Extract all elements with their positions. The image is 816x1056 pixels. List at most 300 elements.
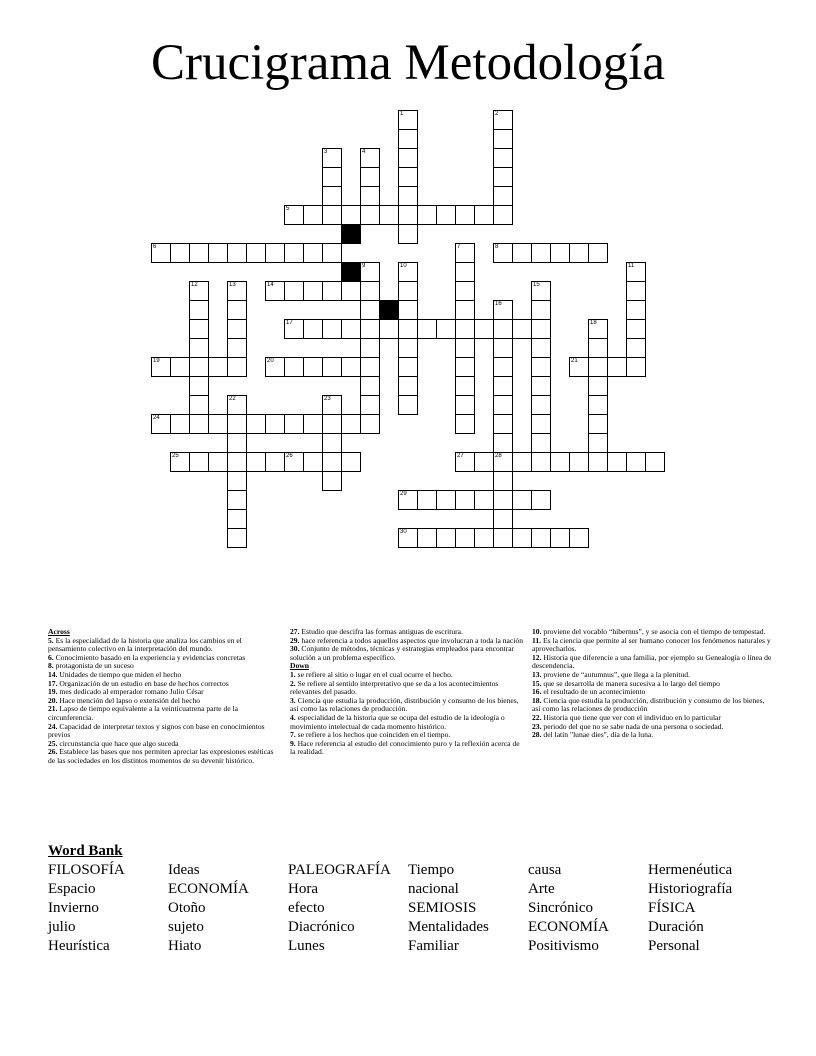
word-bank-item: Ideas <box>168 862 200 878</box>
grid-cell[interactable] <box>189 300 209 320</box>
grid-cell[interactable] <box>322 167 342 187</box>
grid-cell[interactable] <box>493 110 513 130</box>
grid-cell[interactable] <box>493 148 513 168</box>
grid-cell[interactable] <box>455 205 475 225</box>
grid-cell[interactable] <box>265 414 285 434</box>
grid-cell[interactable] <box>398 281 418 301</box>
word-bank-item: Positivismo <box>528 938 599 954</box>
grid-cell[interactable] <box>208 357 228 377</box>
grid-cell[interactable] <box>208 414 228 434</box>
grid-cell[interactable] <box>398 129 418 149</box>
clue-number: 16 <box>495 301 502 307</box>
clue-across-8: 8. protagonista de un suceso <box>48 661 134 671</box>
grid-cell[interactable] <box>588 452 608 472</box>
grid-cell[interactable] <box>246 414 266 434</box>
grid-cell[interactable] <box>303 414 323 434</box>
block-cell <box>341 262 361 282</box>
grid-cell[interactable] <box>588 433 608 453</box>
grid-cell[interactable] <box>151 414 171 434</box>
grid-cell[interactable] <box>322 186 342 206</box>
grid-cell[interactable] <box>531 243 551 263</box>
grid-cell[interactable] <box>360 262 380 282</box>
grid-cell[interactable] <box>417 528 437 548</box>
grid-cell[interactable] <box>189 319 209 339</box>
grid-cell[interactable] <box>550 243 570 263</box>
grid-cell[interactable] <box>569 452 589 472</box>
clue-down-28: 28. del latín "lunae dies", día de la luna. <box>532 730 654 740</box>
clue-across-25: 25. circunstancia que hace que algo suceda <box>48 738 179 748</box>
grid-cell[interactable] <box>588 319 608 339</box>
grid-cell[interactable] <box>246 452 266 472</box>
grid-cell[interactable] <box>493 243 513 263</box>
grid-cell[interactable] <box>569 528 589 548</box>
grid-cell[interactable] <box>284 414 304 434</box>
word-bank <box>48 861 778 956</box>
grid-cell[interactable] <box>360 357 380 377</box>
grid-cell[interactable] <box>436 528 456 548</box>
word-bank-item: nacional <box>408 881 459 897</box>
grid-cell[interactable] <box>189 414 209 434</box>
clue-number: 15 <box>533 282 540 288</box>
grid-cell[interactable] <box>227 300 247 320</box>
grid-cell[interactable] <box>588 243 608 263</box>
grid-cell[interactable] <box>398 186 418 206</box>
grid-cell[interactable] <box>588 376 608 396</box>
grid-cell[interactable] <box>493 509 513 529</box>
grid-cell[interactable] <box>303 452 323 472</box>
grid-cell[interactable] <box>493 395 513 415</box>
block-cell <box>379 300 399 320</box>
grid-cell[interactable] <box>322 452 342 472</box>
clue-number: 13 <box>229 282 236 288</box>
grid-cell[interactable] <box>170 452 190 472</box>
grid-cell[interactable] <box>398 300 418 320</box>
clue-number: 21 <box>571 358 578 364</box>
grid-cell[interactable] <box>455 395 475 415</box>
word-bank-item: PALEOGRAFÍA <box>288 862 391 878</box>
grid-cell[interactable] <box>398 167 418 187</box>
word-bank-item: SEMIOSIS <box>408 900 477 916</box>
grid-cell[interactable] <box>265 281 285 301</box>
across-clues-part-1 <box>48 637 276 766</box>
clue-across-21: 21. Lapso de tiempo equivalente a la veinticuatrena parte de la circunferencia. <box>48 704 238 722</box>
clue-across-6: 6. Conocimiento basado en la experiencia y evidencias concretas <box>48 652 246 662</box>
word-bank-item: Arte <box>528 881 555 897</box>
clue-across-24: 24. Capacidad de interpretar textos y signos con base en conocimientos previos <box>48 721 265 740</box>
word-bank-item: Historiografía <box>648 881 733 897</box>
grid-cell[interactable] <box>398 490 418 510</box>
grid-cell[interactable] <box>436 205 456 225</box>
grid-cell[interactable] <box>626 338 646 358</box>
grid-cell[interactable] <box>512 490 532 510</box>
grid-cell[interactable] <box>360 338 380 358</box>
clue-number: 18 <box>590 320 597 326</box>
grid-cell[interactable] <box>417 490 437 510</box>
clue-number: 24 <box>153 415 160 421</box>
grid-cell[interactable] <box>151 357 171 377</box>
grid-cell[interactable] <box>246 243 266 263</box>
grid-cell[interactable] <box>322 395 342 415</box>
grid-cell[interactable] <box>550 452 570 472</box>
clue-across-30: 30. Conjunto de métodos, técnicas y estrategias empleados para encontrar solución a un problema específico. <box>290 644 515 662</box>
clue-number: 12 <box>191 282 198 288</box>
grid-cell[interactable] <box>588 414 608 434</box>
grid-cell[interactable] <box>322 471 342 491</box>
grid-cell[interactable] <box>569 357 589 377</box>
grid-cell[interactable] <box>265 243 285 263</box>
grid-cell[interactable] <box>493 357 513 377</box>
grid-cell[interactable] <box>512 452 532 472</box>
grid-cell[interactable] <box>531 376 551 396</box>
grid-cell[interactable] <box>303 205 323 225</box>
clue-number: 5 <box>286 206 290 212</box>
grid-cell[interactable] <box>265 357 285 377</box>
grid-cell[interactable] <box>455 376 475 396</box>
grid-cell[interactable] <box>455 243 475 263</box>
word-bank-item: Familiar <box>408 938 459 954</box>
grid-cell[interactable] <box>550 528 570 548</box>
clue-down-12: 12. Historia que diferencie a una familia, por ejemplo su Genealogía o línea de descendencia. <box>532 652 772 671</box>
block-cell <box>341 224 361 244</box>
clue-across-5: 5. Es la especialidad de la historia que analiza los cambios en el pensamiento colectivo en la interpretación del mundo. <box>48 635 242 654</box>
grid-cell[interactable] <box>398 319 418 339</box>
clues-column-2 <box>290 628 524 757</box>
grid-cell[interactable] <box>284 452 304 472</box>
grid-cell[interactable] <box>493 186 513 206</box>
grid-cell[interactable] <box>531 300 551 320</box>
grid-cell[interactable] <box>493 414 513 434</box>
grid-cell[interactable] <box>284 205 304 225</box>
grid-cell[interactable] <box>531 528 551 548</box>
grid-cell[interactable] <box>322 357 342 377</box>
grid-cell[interactable] <box>360 300 380 320</box>
grid-cell[interactable] <box>493 471 513 491</box>
grid-cell[interactable] <box>512 319 532 339</box>
clue-down-11: 11. Es la ciencia que permite al ser humano conocer los fenómenos naturales y aprovecharlos. <box>532 635 771 654</box>
grid-cell[interactable] <box>208 243 228 263</box>
clue-down-15: 15. que se desarrolla de manera sucesiva a lo largo del tiempo <box>532 678 720 688</box>
grid-cell[interactable] <box>322 243 342 263</box>
grid-cell[interactable] <box>227 471 247 491</box>
word-bank-item: Heurística <box>48 938 110 954</box>
grid-cell[interactable] <box>455 281 475 301</box>
word-bank-item: Espacio <box>48 881 96 897</box>
grid-cell[interactable] <box>588 357 608 377</box>
word-bank-item: Hora <box>288 881 318 897</box>
clue-number: 20 <box>267 358 274 364</box>
grid-cell[interactable] <box>227 528 247 548</box>
grid-cell[interactable] <box>189 243 209 263</box>
grid-cell[interactable] <box>379 319 399 339</box>
word-bank-item: FÍSICA <box>648 900 696 916</box>
grid-cell[interactable] <box>189 376 209 396</box>
grid-cell[interactable] <box>512 243 532 263</box>
grid-cell[interactable] <box>170 357 190 377</box>
grid-cell[interactable] <box>189 281 209 301</box>
clue-number: 22 <box>229 396 236 402</box>
grid-cell[interactable] <box>626 300 646 320</box>
grid-cell[interactable] <box>474 528 494 548</box>
clue-across-26: 26. Establece las bases que nos permiten apreciar las expresiones estéticas de las sociedades en los distintos momentos de su devenir histórico. <box>48 747 274 765</box>
grid-cell[interactable] <box>474 490 494 510</box>
clue-number: 25 <box>172 453 179 459</box>
grid-cell[interactable] <box>455 528 475 548</box>
grid-cell[interactable] <box>512 528 532 548</box>
across-heading: Across <box>48 627 70 636</box>
grid-cell[interactable] <box>303 357 323 377</box>
grid-cell[interactable] <box>398 148 418 168</box>
grid-cell[interactable] <box>531 490 551 510</box>
grid-cell[interactable] <box>455 490 475 510</box>
clue-across-29: 29. hace referencia a todos aquellos aspectos que involucran a toda la nación <box>290 635 524 645</box>
clue-number: 9 <box>362 263 366 269</box>
grid-cell[interactable] <box>227 414 247 434</box>
clue-across-19: 19. mes dedicado al emperador romano Julio César <box>48 687 204 697</box>
grid-cell[interactable] <box>284 243 304 263</box>
grid-cell[interactable] <box>341 319 361 339</box>
grid-cell[interactable] <box>493 528 513 548</box>
grid-cell[interactable] <box>626 452 646 472</box>
grid-cell[interactable] <box>284 319 304 339</box>
clue-number: 10 <box>400 263 407 269</box>
grid-cell[interactable] <box>531 319 551 339</box>
grid-cell[interactable] <box>322 433 342 453</box>
grid-cell[interactable] <box>341 281 361 301</box>
clue-number: 1 <box>400 111 404 117</box>
grid-cell[interactable] <box>151 243 171 263</box>
grid-cell[interactable] <box>455 357 475 377</box>
grid-cell[interactable] <box>341 452 361 472</box>
clue-down-7: 7. se refiere a los hechos que coinciden en el tiempo. <box>290 730 451 740</box>
grid-cell[interactable] <box>531 395 551 415</box>
clue-down-10: 10. proviene del vocablo “hibernus”, y se asocia con el tiempo de tempestad. <box>532 627 766 636</box>
grid-cell[interactable] <box>227 357 247 377</box>
grid-cell[interactable] <box>360 395 380 415</box>
grid-cell[interactable] <box>588 395 608 415</box>
grid-cell[interactable] <box>265 452 285 472</box>
clue-across-27: 27. Estudio que descifra las formas antiguas de escritura. <box>290 627 463 636</box>
grid-cell[interactable] <box>531 357 551 377</box>
grid-cell[interactable] <box>189 357 209 377</box>
word-bank-item: Mentalidades <box>408 919 489 935</box>
grid-cell[interactable] <box>398 376 418 396</box>
grid-cell[interactable] <box>170 414 190 434</box>
grid-cell[interactable] <box>227 281 247 301</box>
grid-cell[interactable] <box>360 186 380 206</box>
grid-cell[interactable] <box>436 319 456 339</box>
clue-number: 2 <box>495 111 499 117</box>
grid-cell[interactable] <box>455 414 475 434</box>
grid-cell[interactable] <box>626 319 646 339</box>
grid-cell[interactable] <box>493 319 513 339</box>
grid-cell[interactable] <box>341 205 361 225</box>
grid-cell[interactable] <box>531 414 551 434</box>
grid-cell[interactable] <box>398 205 418 225</box>
grid-cell[interactable] <box>341 414 361 434</box>
word-bank-item: ECONOMÍA <box>528 919 609 935</box>
grid-cell[interactable] <box>227 395 247 415</box>
grid-cell[interactable] <box>398 395 418 415</box>
clue-down-2: 2. Se refiere al sentido interpretativo que se da a los acontecimientos relevantes del pasado. <box>290 678 499 697</box>
word-bank-item: Sincrónico <box>528 900 593 916</box>
grid-cell[interactable] <box>360 281 380 301</box>
clue-number: 19 <box>153 358 160 364</box>
grid-cell[interactable] <box>360 376 380 396</box>
grid-cell[interactable] <box>379 205 399 225</box>
grid-cell[interactable] <box>303 281 323 301</box>
grid-cell[interactable] <box>474 319 494 339</box>
grid-cell[interactable] <box>417 205 437 225</box>
clue-number: 6 <box>153 244 157 250</box>
word-bank-item: Personal <box>648 938 700 954</box>
grid-cell[interactable] <box>398 262 418 282</box>
grid-cell[interactable] <box>531 338 551 358</box>
clue-number: 30 <box>400 529 407 535</box>
grid-cell[interactable] <box>398 224 418 244</box>
grid-cell[interactable] <box>626 262 646 282</box>
clue-number: 3 <box>324 149 328 155</box>
clues-column-1 <box>48 628 276 766</box>
word-bank-item: Duración <box>648 919 704 935</box>
word-bank-item: Hiato <box>168 938 202 954</box>
word-bank-item: ECONOMÍA <box>168 881 249 897</box>
word-bank-item: Hermenéutica <box>648 862 733 878</box>
clue-number: 14 <box>267 282 274 288</box>
clue-down-1: 1. se refiere al sitio o lugar en el cual ocurre el hecho. <box>290 669 453 679</box>
grid-cell[interactable] <box>588 338 608 358</box>
grid-cell[interactable] <box>455 452 475 472</box>
page-title: Crucigrama Metodología <box>150 35 666 91</box>
grid-cell[interactable] <box>360 414 380 434</box>
grid-cell[interactable] <box>303 319 323 339</box>
grid-cell[interactable] <box>189 338 209 358</box>
grid-cell[interactable] <box>531 281 551 301</box>
grid-cell[interactable] <box>227 452 247 472</box>
grid-cell[interactable] <box>436 490 456 510</box>
grid-cell[interactable] <box>322 319 342 339</box>
grid-cell[interactable] <box>227 319 247 339</box>
grid-cell[interactable] <box>360 319 380 339</box>
clue-number: 7 <box>457 244 461 250</box>
grid-cell[interactable] <box>303 243 323 263</box>
grid-cell[interactable] <box>455 262 475 282</box>
grid-cell[interactable] <box>645 452 665 472</box>
clue-across-20: 20. Hace mención del lapso o extensión del hecho <box>48 695 201 705</box>
grid-cell[interactable] <box>417 319 437 339</box>
clue-number: 26 <box>286 453 293 459</box>
clue-down-4: 4. especialidad de la historia que se ocupa del estudio de la ideología o movimiento intelectual de cada momento histórico. <box>290 712 505 731</box>
grid-cell[interactable] <box>493 490 513 510</box>
grid-cell[interactable] <box>398 528 418 548</box>
grid-cell[interactable] <box>493 452 513 472</box>
word-bank-item: julio <box>48 919 76 935</box>
clue-across-17: 17. Organización de un estudio en base de hechos correctos <box>48 678 229 688</box>
clue-down-16: 16. el resultado de un acontecimiento <box>532 687 646 697</box>
grid-cell[interactable] <box>322 414 342 434</box>
clue-down-3: 3. Ciencia que estudia la producción, distribución y consumo de los bienes, así como las relaciones de producción. <box>290 695 519 714</box>
clue-across-14: 14. Unidades de tiempo que miden el hecho <box>48 669 182 679</box>
word-bank-item: Otoño <box>168 900 206 916</box>
word-bank-item: Invierno <box>48 900 99 916</box>
grid-cell[interactable] <box>360 167 380 187</box>
clue-number: 23 <box>324 396 331 402</box>
grid-cell[interactable] <box>607 452 627 472</box>
clue-number: 28 <box>495 453 502 459</box>
clue-down-22: 22. Historia que tiene que ver con el individuo en lo particular <box>532 712 721 722</box>
grid-cell[interactable] <box>626 357 646 377</box>
word-bank-item: sujeto <box>168 919 204 935</box>
clue-down-9: 9. Hace referencia al estudio del conocimiento puro y la reflexión acerca de la realidad. <box>290 738 520 757</box>
grid-cell[interactable] <box>284 357 304 377</box>
grid-cell[interactable] <box>493 433 513 453</box>
grid-cell[interactable] <box>189 452 209 472</box>
word-bank-item: Diacrónico <box>288 919 355 935</box>
down-heading: Down <box>290 661 309 671</box>
clue-down-13: 13. proviene de “autumnus”, que llega a la plenitud. <box>532 669 690 679</box>
grid-cell[interactable] <box>360 205 380 225</box>
word-bank-item: Tiempo <box>408 862 455 878</box>
clue-number: 4 <box>362 149 366 155</box>
grid-cell[interactable] <box>607 357 627 377</box>
clue-down-18: 18. Ciencia que estudia la producción, distribución y consumo de los bienes, así como las relaciones de producción <box>532 695 765 714</box>
clue-number: 17 <box>286 320 293 326</box>
grid-cell[interactable] <box>493 129 513 149</box>
grid-cell[interactable] <box>531 433 551 453</box>
grid-cell[interactable] <box>322 148 342 168</box>
grid-cell[interactable] <box>493 300 513 320</box>
grid-cell[interactable] <box>626 281 646 301</box>
grid-cell[interactable] <box>493 338 513 358</box>
grid-cell[interactable] <box>493 205 513 225</box>
grid-cell[interactable] <box>398 110 418 130</box>
grid-cell[interactable] <box>284 281 304 301</box>
grid-cell[interactable] <box>455 319 475 339</box>
grid-cell[interactable] <box>531 452 551 472</box>
clues-column-3 <box>532 628 772 740</box>
grid-cell[interactable] <box>227 433 247 453</box>
grid-cell[interactable] <box>493 376 513 396</box>
grid-cell[interactable] <box>455 300 475 320</box>
grid-cell[interactable] <box>189 395 209 415</box>
grid-cell[interactable] <box>493 167 513 187</box>
grid-cell[interactable] <box>398 338 418 358</box>
clue-number: 29 <box>400 491 407 497</box>
clue-down-23: 23. periodo del que no se sabe nada de una persona o sociedad. <box>532 721 724 731</box>
grid-cell[interactable] <box>227 243 247 263</box>
grid-cell[interactable] <box>474 452 494 472</box>
word-bank-item: FILOSOFÍA <box>48 862 125 878</box>
word-bank-item: causa <box>528 862 562 878</box>
grid-cell[interactable] <box>322 281 342 301</box>
grid-cell[interactable] <box>398 357 418 377</box>
grid-cell[interactable] <box>227 490 247 510</box>
grid-cell[interactable] <box>322 205 342 225</box>
grid-cell[interactable] <box>341 357 361 377</box>
grid-cell[interactable] <box>569 243 589 263</box>
grid-cell[interactable] <box>360 148 380 168</box>
grid-cell[interactable] <box>227 509 247 529</box>
word-bank-item: Lunes <box>288 938 325 954</box>
word-bank-item: efecto <box>288 900 325 916</box>
grid-cell[interactable] <box>208 452 228 472</box>
clue-number: 8 <box>495 244 499 250</box>
grid-cell[interactable] <box>474 205 494 225</box>
word-bank-title: Word Bank <box>48 843 123 859</box>
grid-cell[interactable] <box>455 338 475 358</box>
clue-number: 27 <box>457 453 464 459</box>
grid-cell[interactable] <box>227 338 247 358</box>
grid-cell[interactable] <box>170 243 190 263</box>
